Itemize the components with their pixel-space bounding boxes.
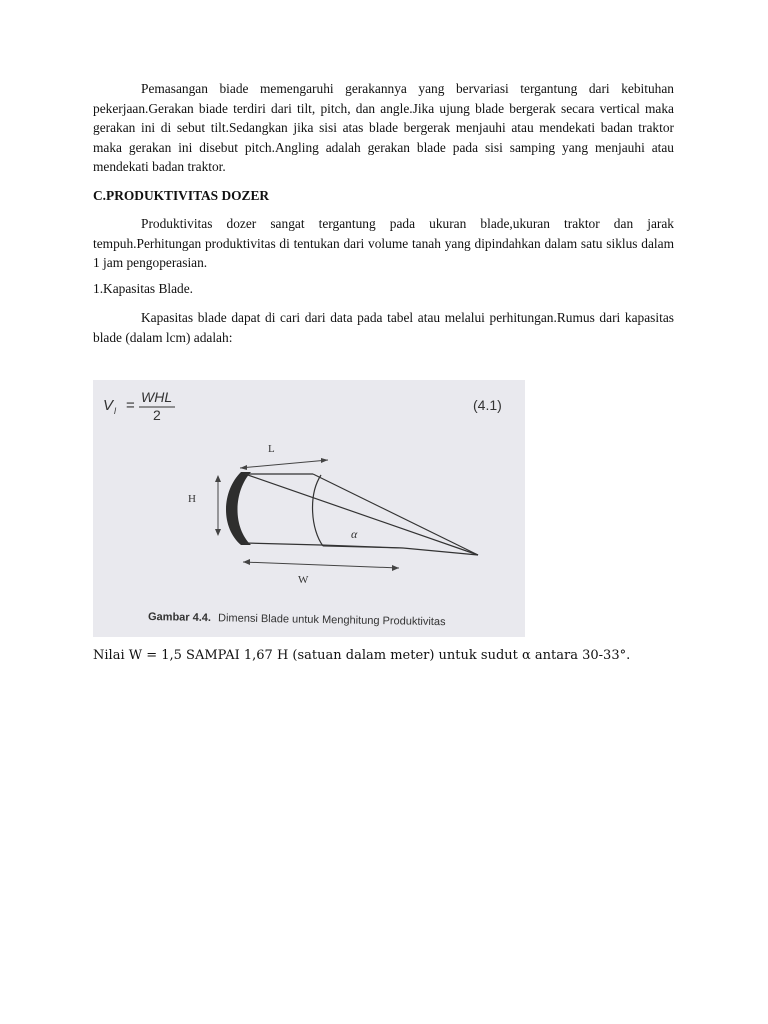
label-alpha: α bbox=[351, 527, 358, 541]
arrowhead-W-left bbox=[243, 559, 250, 565]
blade-shape bbox=[226, 472, 251, 545]
arrowhead-H-top bbox=[215, 475, 221, 482]
dimension-line-W bbox=[243, 562, 399, 568]
slope-line-top bbox=[245, 474, 478, 555]
caption-text: Dimensi Blade untuk Menghitung Produktivitas bbox=[217, 612, 446, 629]
section-heading-produktivitas: C.PRODUKTIVITAS DOZER bbox=[93, 188, 270, 203]
figure-caption bbox=[148, 611, 446, 628]
paragraph-blade-movement: Pemasangan biade memengaruhi gerakannya yang bervariasi tergantung dari kebituhan pekerjaan.Gerakan biade terdiri dari tilt, pitch, dan angle.Jika ujung blade bergerak secara vertical maka gerakan ini di sebut tilt.Sedangkan jika sisi atas blade bergerak menjauhi atau mendekati badan traktor maka gerakan ini disebut pitch.Angling adalah gerakan blade pada sisi samping yang menjauhi atau mendekati badan traktor. bbox=[93, 81, 674, 174]
formula-denominator: 2 bbox=[153, 407, 161, 423]
caption-label: Gambar 4.4. bbox=[147, 611, 212, 625]
formula-subscript: l bbox=[114, 406, 116, 416]
label-L: L bbox=[268, 443, 275, 455]
arrowhead-W-right bbox=[392, 565, 399, 571]
subheading-kapasitas-blade: 1.Kapasitas Blade. bbox=[93, 281, 194, 296]
label-H: H bbox=[188, 493, 196, 505]
dimension-line-L bbox=[240, 460, 328, 468]
arrowhead-H-bottom bbox=[215, 529, 221, 536]
formula-equals: = bbox=[126, 397, 135, 414]
paragraph-kapasitas: Kapasitas blade dapat di cari dari data pada tabel atau melalui perhitungan.Rumus dari kapasitas blade (dalam lcm) adalah: bbox=[93, 310, 674, 345]
label-W: W bbox=[298, 574, 309, 586]
blade-dimension-figure bbox=[93, 380, 525, 637]
blade-diagram bbox=[93, 380, 525, 637]
formula-lhs: V bbox=[103, 397, 114, 414]
formula-numerator: WHL bbox=[141, 389, 173, 405]
slope-line-outer bbox=[313, 474, 478, 555]
equation-number: (4.1) bbox=[473, 397, 502, 413]
soil-bottom-edge bbox=[245, 543, 321, 545]
soil-end-curve bbox=[313, 475, 323, 546]
nilai-w-statement: Nilai W = 1,5 SAMPAI 1,67 H (satuan dalam meter) untuk sudut α antara 30-33°. bbox=[93, 648, 631, 663]
paragraph-produktivitas: Produktivitas dozer sangat tergantung pada ukuran blade,ukuran traktor dan jarak tempuh.Perhitungan produktivitas di tentukan dari volume tanah yang dipindahkan dalam satu siklus dalam 1 jam pengoperasian. bbox=[93, 216, 674, 270]
